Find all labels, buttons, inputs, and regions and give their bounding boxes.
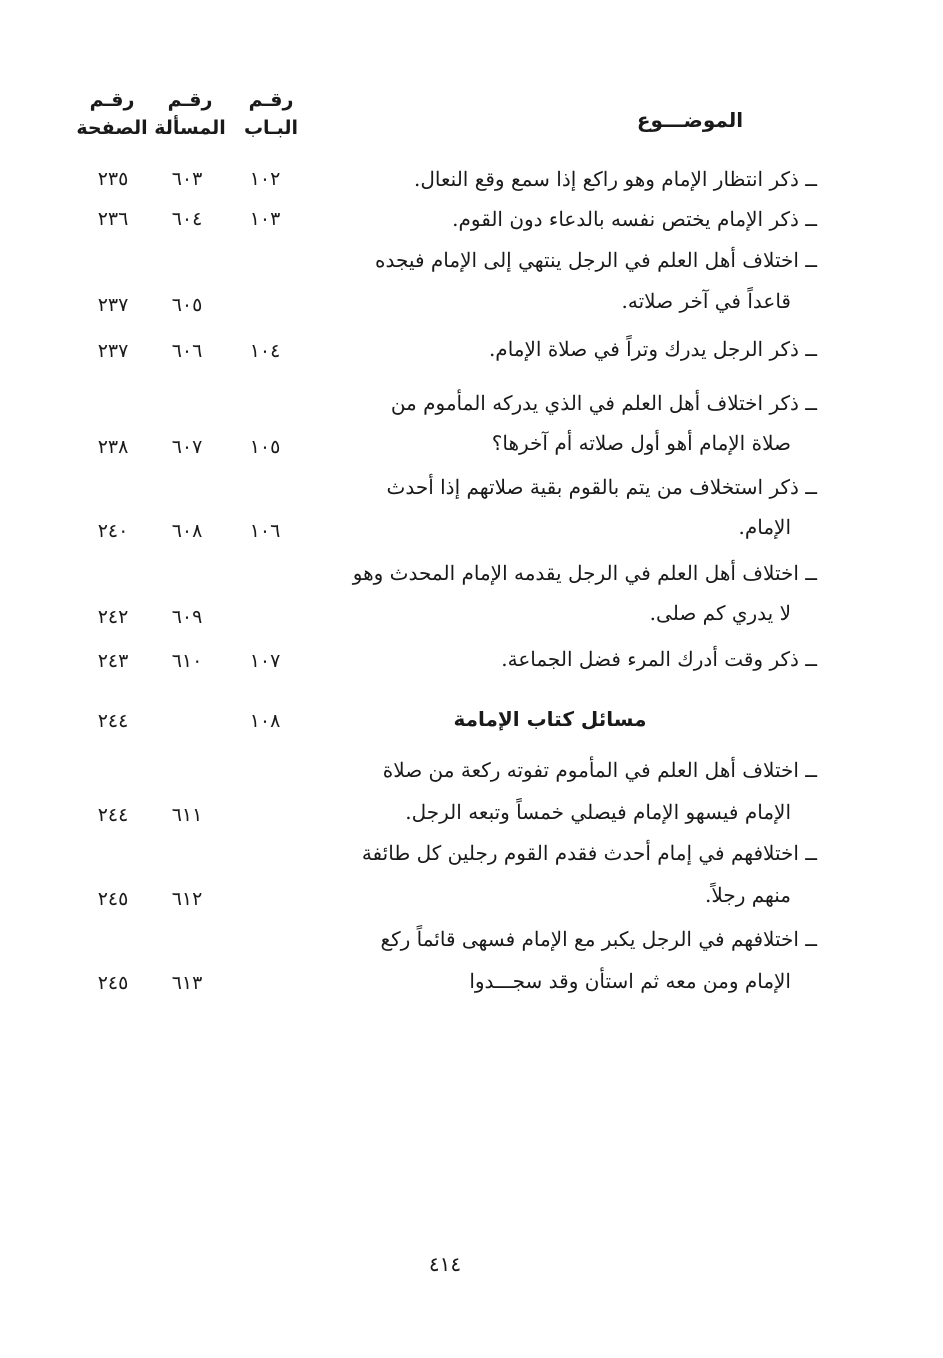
entry-line: لا يدري كم صلى.: [649, 601, 791, 625]
entry-chapter: ١٠٣: [249, 208, 281, 230]
section-page: ٢٤٤: [97, 710, 129, 732]
entry-issue: ٦٠٨: [171, 520, 203, 542]
entry-issue: ٦٠٦: [171, 340, 203, 362]
entry-chapter: ١٠٦: [249, 520, 281, 542]
entry-line: ــ ذكر اختلاف أهل العلم في الذي يدركه المأموم من: [390, 391, 817, 415]
header-issue-top: رقـم: [167, 89, 213, 111]
entry-issue: ٦٠٥: [171, 294, 203, 316]
entry-line: ــ اختلاف أهل العلم في الرجل ينتهي إلى الإمام فيجده: [375, 248, 817, 272]
entry-page: ٢٣٧: [97, 294, 129, 316]
entry-issue: ٦٠٧: [171, 436, 203, 458]
entry-chapter: ١٠٤: [249, 340, 281, 362]
entry-line: ــ اختلاف أهل العلم في الرجل يقدمه الإمام المحدث وهو: [352, 561, 817, 585]
page-number: ٤١٤: [428, 1252, 462, 1276]
header-issue-bottom: المسألة: [154, 117, 226, 139]
entry-page: ٢٣٨: [97, 436, 129, 458]
header-page-top: رقـم: [89, 89, 135, 111]
entry-line: ــ ذكر الإمام يختص نفسه بالدعاء دون القوم.: [452, 207, 817, 231]
entry-line: ــ ذكر انتظار الإمام وهو راكع إذا سمع وقع النعال.: [414, 167, 817, 191]
header-chapter-number: [232, 86, 310, 142]
entry-issue: ٦٠٩: [171, 606, 203, 628]
entry-line: ــ ذكر الرجل يدرك وتراً في صلاة الإمام.: [488, 337, 817, 361]
entry-page: ٢٣٧: [97, 340, 129, 362]
entry-line: منهم رجلاً.: [705, 883, 791, 907]
entry-chapter: ١٠٢: [249, 168, 281, 190]
entry-page: ٢٤٥: [97, 888, 129, 910]
entry-issue: ٦٠٤: [171, 208, 203, 230]
entry-issue: ٦١٠: [171, 650, 203, 672]
entry-issue: ٦١٣: [171, 972, 203, 994]
section-title: مسائل كتاب الإمامة: [453, 707, 647, 731]
entry-page: ٢٤٤: [97, 804, 129, 826]
entry-line: الإمام.: [738, 515, 791, 539]
entry-line: الإمام فيسهو الإمام فيصلي خمساً وتبعه الرجل.: [405, 800, 791, 824]
entry-chapter: ١٠٧: [249, 650, 281, 672]
entry-issue: ٦١١: [171, 804, 203, 826]
header-issue-number: [152, 86, 228, 142]
header-topic: الموضـــوع: [636, 108, 744, 132]
entry-line: ــ اختلافهم في إمام أحدث فقدم القوم رجلين كل طائفة: [361, 841, 817, 865]
entry-issue: ٦١٢: [171, 888, 203, 910]
header-page-bottom: الصفحة: [76, 117, 148, 139]
entry-chapter: ١٠٥: [249, 436, 281, 458]
entry-line: ــ اختلافهم في الرجل يكبر مع الإمام فسهى قائماً ركع: [380, 927, 817, 951]
entry-page: ٢٤٣: [97, 650, 129, 672]
entry-line: ــ اختلاف أهل العلم في المأموم تفوته ركعة من صلاة: [382, 758, 817, 782]
entry-issue: ٦٠٣: [171, 168, 203, 190]
entry-page: ٢٤٢: [97, 606, 129, 628]
header-chapter-top: رقـم: [248, 89, 294, 111]
entry-line: قاعداً في آخر صلاته.: [621, 289, 791, 313]
entry-page: ٢٣٥: [97, 168, 129, 190]
section-chapter: ١٠٨: [249, 710, 281, 732]
entry-line: صلاة الإمام أهو أول صلاته أم آخرها؟: [491, 431, 791, 455]
entry-line: الإمام ومن معه ثم استأن وقد سجـــدوا: [469, 969, 791, 993]
entry-page: ٢٤٠: [97, 520, 129, 542]
entry-page: ٢٣٦: [97, 208, 129, 230]
header-page-number: [74, 86, 150, 142]
entry-line: ــ ذكر استخلاف من يتم بالقوم بقية صلاتهم إذا أحدث: [386, 475, 817, 499]
entry-line: ــ ذكر وقت أدرك المرء فضل الجماعة.: [501, 647, 817, 671]
header-chapter-bottom: البـاب: [243, 117, 299, 139]
entry-page: ٢٤٥: [97, 972, 129, 994]
